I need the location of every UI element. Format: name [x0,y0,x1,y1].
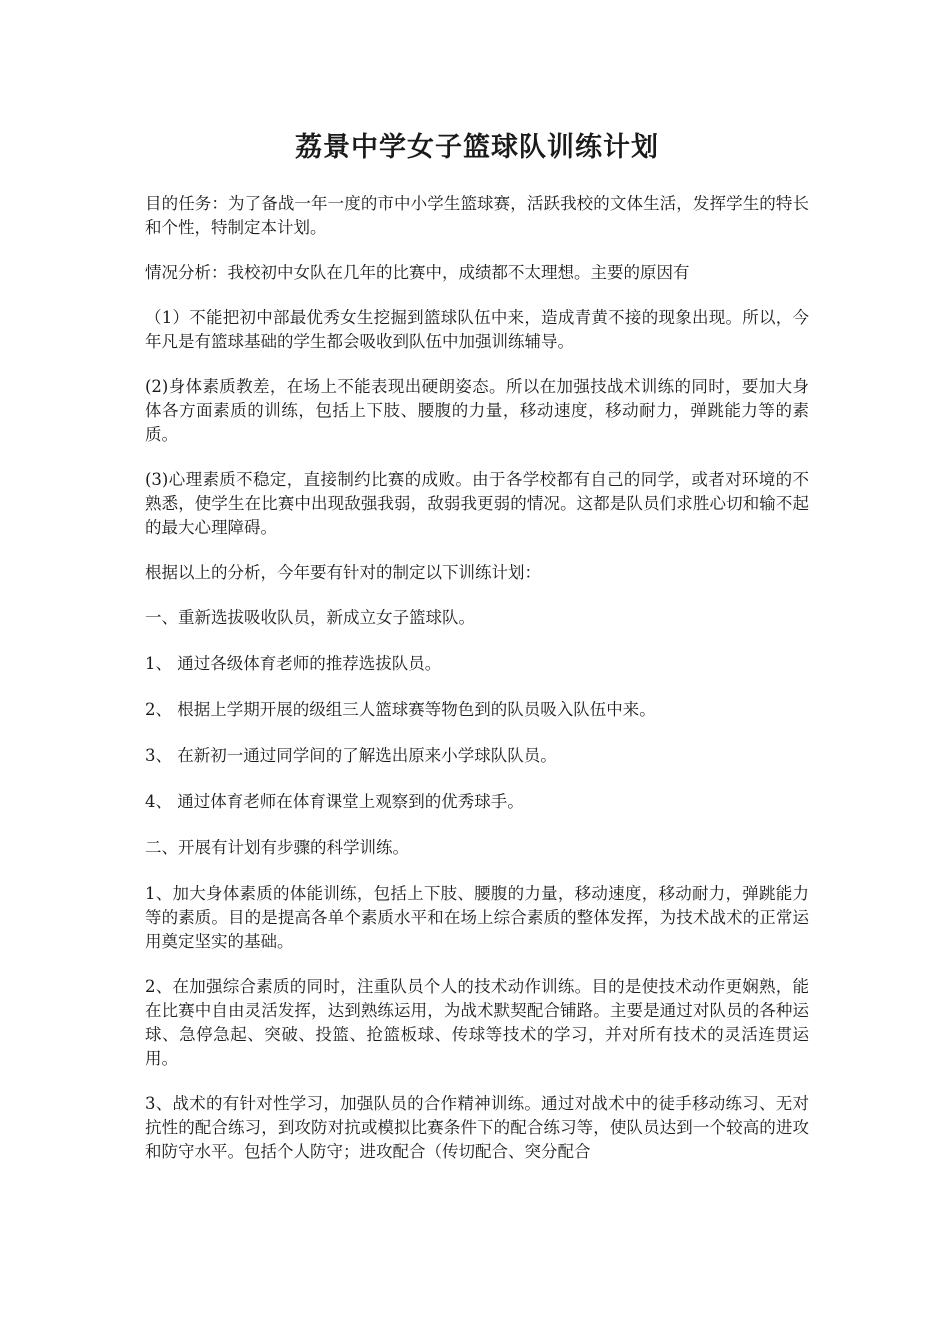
document-page [145,128,809,1185]
section-heading-1: 一、重新选拔吸收队员，新成立女子篮球队。 [145,608,475,627]
paragraph-training-2: 2、在加强综合素质的同时，注重队员个人的技术动作训练。目的是使技术动作更娴熟，能在比赛中自由灵活发挥，达到熟练运用，为战术默契配合铺路。主要是通过对队员的各种运球、急停急起、突破、投篮、抢篮板球、传球等技术的学习，并对所有技术的灵活连贯运用。 [145,977,809,1068]
paragraph-reason-2: (2)身体素质教差，在场上不能表现出硬朗姿态。所以在加强技战术训练的同时，要加大身体各方面素质的训练，包括上下肢、腰腹的力量，移动速度，移动耐力，弹跳能力等的素质。 [145,377,809,444]
paragraph-reason-3: (3)心理素质不稳定，直接制约比赛的成败。由于各学校都有自己的同学，或者对环境的不熟悉，使学生在比赛中出现敌强我弱，敌弱我更弱的情况。这都是队员们求胜心切和输不起的最大心理障碍。 [145,470,809,537]
list-item: 1、 通过各级体育老师的推荐选拔队员。 [145,654,442,673]
paragraph-training-1: 1、加大身体素质的体能训练，包括上下肢、腰腹的力量，移动速度，移动耐力，弹跳能力等的素质。目的是提高各单个素质水平和在场上综合素质的整体发挥，为技术战术的正常运用奠定坚实的基础。 [145,884,809,951]
paragraph-reason-1: （1）不能把初中部最优秀女生挖掘到篮球队伍中来，造成青黄不接的现象出现。所以，今年凡是有篮球基础的学生都会吸收到队伍中加强训练辅导。 [145,308,809,351]
document-title: 荔景中学女子篮球队训练计划 [295,132,659,163]
paragraph-training-3: 3、战术的有针对性学习，加强队员的合作精神训练。通过对战术中的徒手移动练习、无对抗性的配合练习，到攻防对抗或模拟比赛条件下的配合练习等，使队员达到一个较高的进攻和防守水平。包括个人防守；进攻配合（传切配合、突分配合 [145,1094,809,1161]
list-item: 3、 在新初一通过同学间的了解选出原来小学球队队员。 [145,746,557,765]
paragraph-purpose: 目的任务：为了备战一年一度的市中小学生篮球赛，活跃我校的文体生活，发挥学生的特长和个性，特制定本计划。 [145,194,809,237]
section-heading-2: 二、开展有计划有步骤的科学训练。 [145,838,409,857]
list-item: 4、 通过体育老师在体育课堂上观察到的优秀球手。 [145,792,524,811]
list-item: 2、 根据上学期开展的级组三人篮球赛等物色到的队员吸入队伍中来。 [145,700,656,719]
paragraph-plan-intro: 根据以上的分析，今年要有针对的制定以下训练计划： [145,563,541,582]
paragraph-situation: 情况分析：我校初中女队在几年的比赛中，成绩都不太理想。主要的原因有 [145,263,690,282]
